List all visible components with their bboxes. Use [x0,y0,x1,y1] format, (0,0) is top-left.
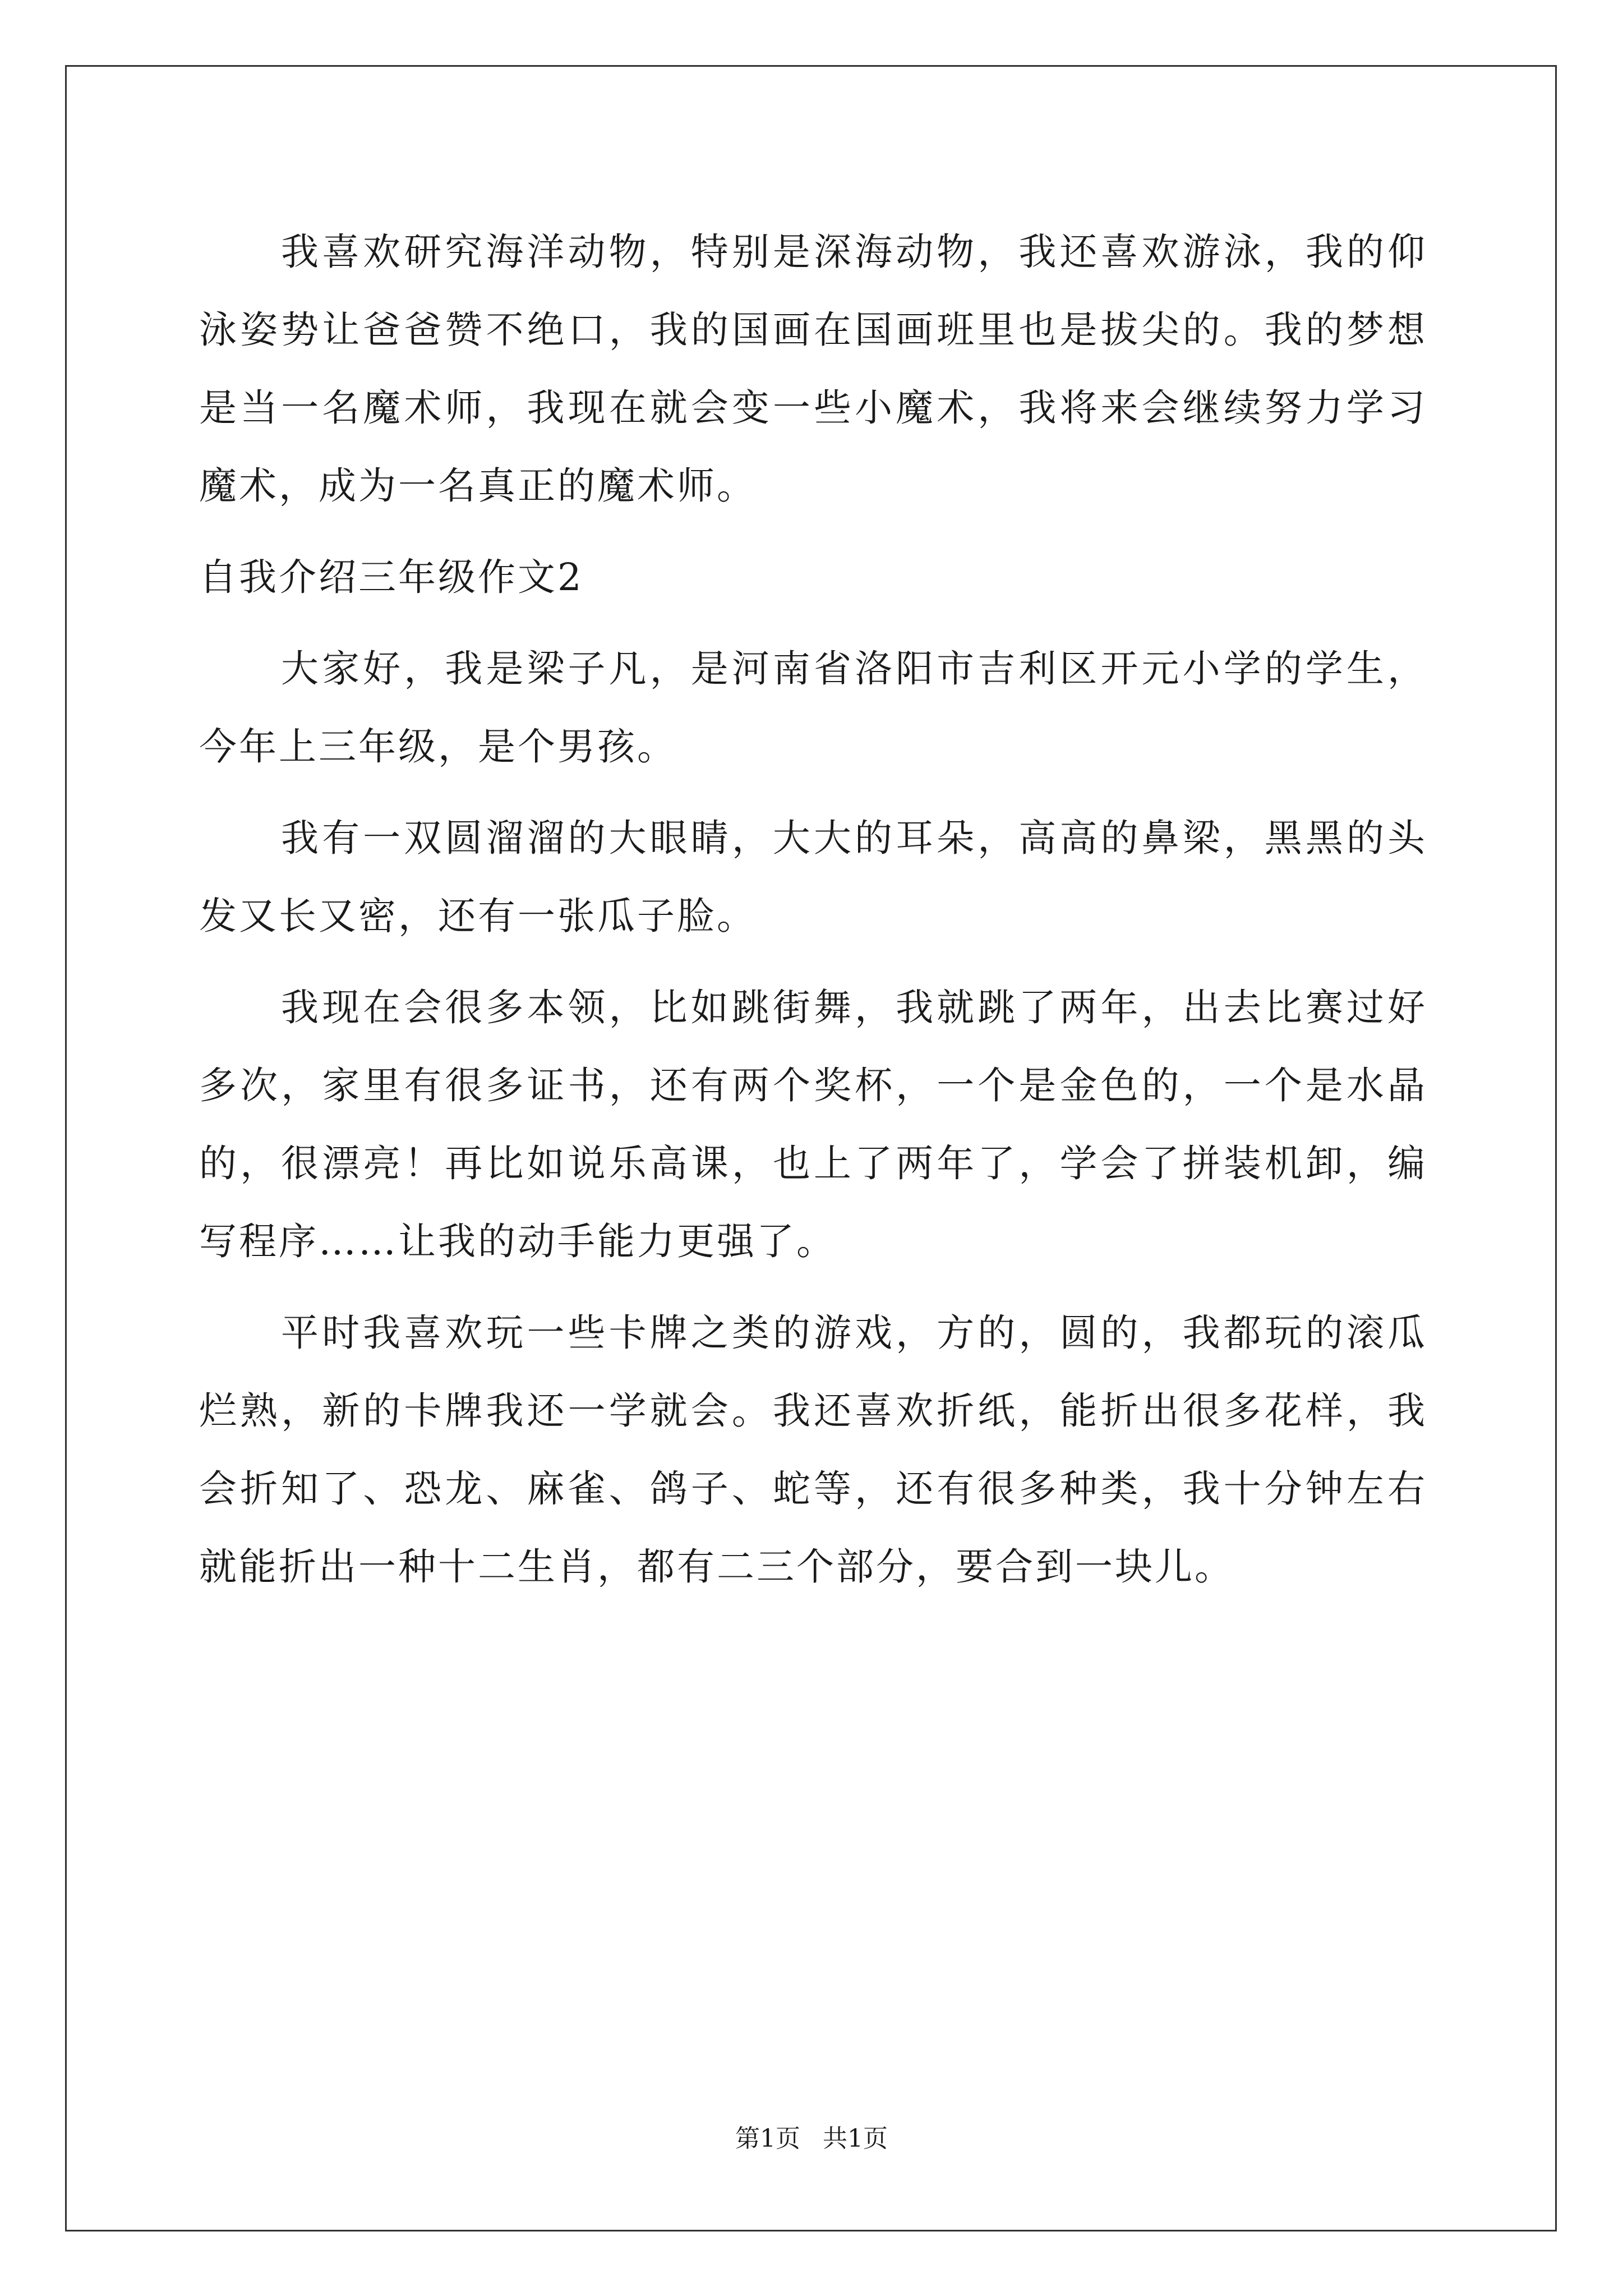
section-heading: 自我介绍三年级作文2 [199,555,584,599]
page-footer [0,2118,1623,2154]
paragraph: 大家好，我是梁子凡，是河南省洛阳市吉利区开元小学的学生，今年上三年级，是个男孩。 [199,647,1427,769]
page-total: 共1页 [823,2124,888,2153]
paragraph: 平时我喜欢玩一些卡牌之类的游戏，方的，圆的，我都玩的滚瓜烂熟，新的卡牌我还一学就会。我还喜欢折纸，能折出很多花样，我会折知了、恐龙、麻雀、鸽子、蛇等，还有很多种类，我十分钟左右就能折出一种十二生肖，都有二三个部分，要合到一块儿。 [199,1311,1427,1589]
paragraph: 我有一双圆溜溜的大眼睛，大大的耳朵，高高的鼻梁，黑黑的头发又长又密，还有一张瓜子脸。 [199,816,1427,938]
paragraph: 我喜欢研究海洋动物，特别是深海动物，我还喜欢游泳，我的仰泳姿势让爸爸赞不绝口，我的国画在国画班里也是拔尖的。我的梦想是当一名魔术师，我现在就会变一些小魔术，我将来会继续努力学习魔术，成为一名真正的魔术师。 [199,230,1427,508]
document-body [199,213,1427,1606]
paragraph: 我现在会很多本领，比如跳街舞，我就跳了两年，出去比赛过好多次，家里有很多证书，还有两个奖杯，一个是金色的，一个是水晶的，很漂亮！再比如说乐高课，也上了两年了，学会了拼装机卸，编写程序……让我的动手能力更强了。 [199,986,1427,1263]
page-number: 第1页 [735,2124,800,2153]
